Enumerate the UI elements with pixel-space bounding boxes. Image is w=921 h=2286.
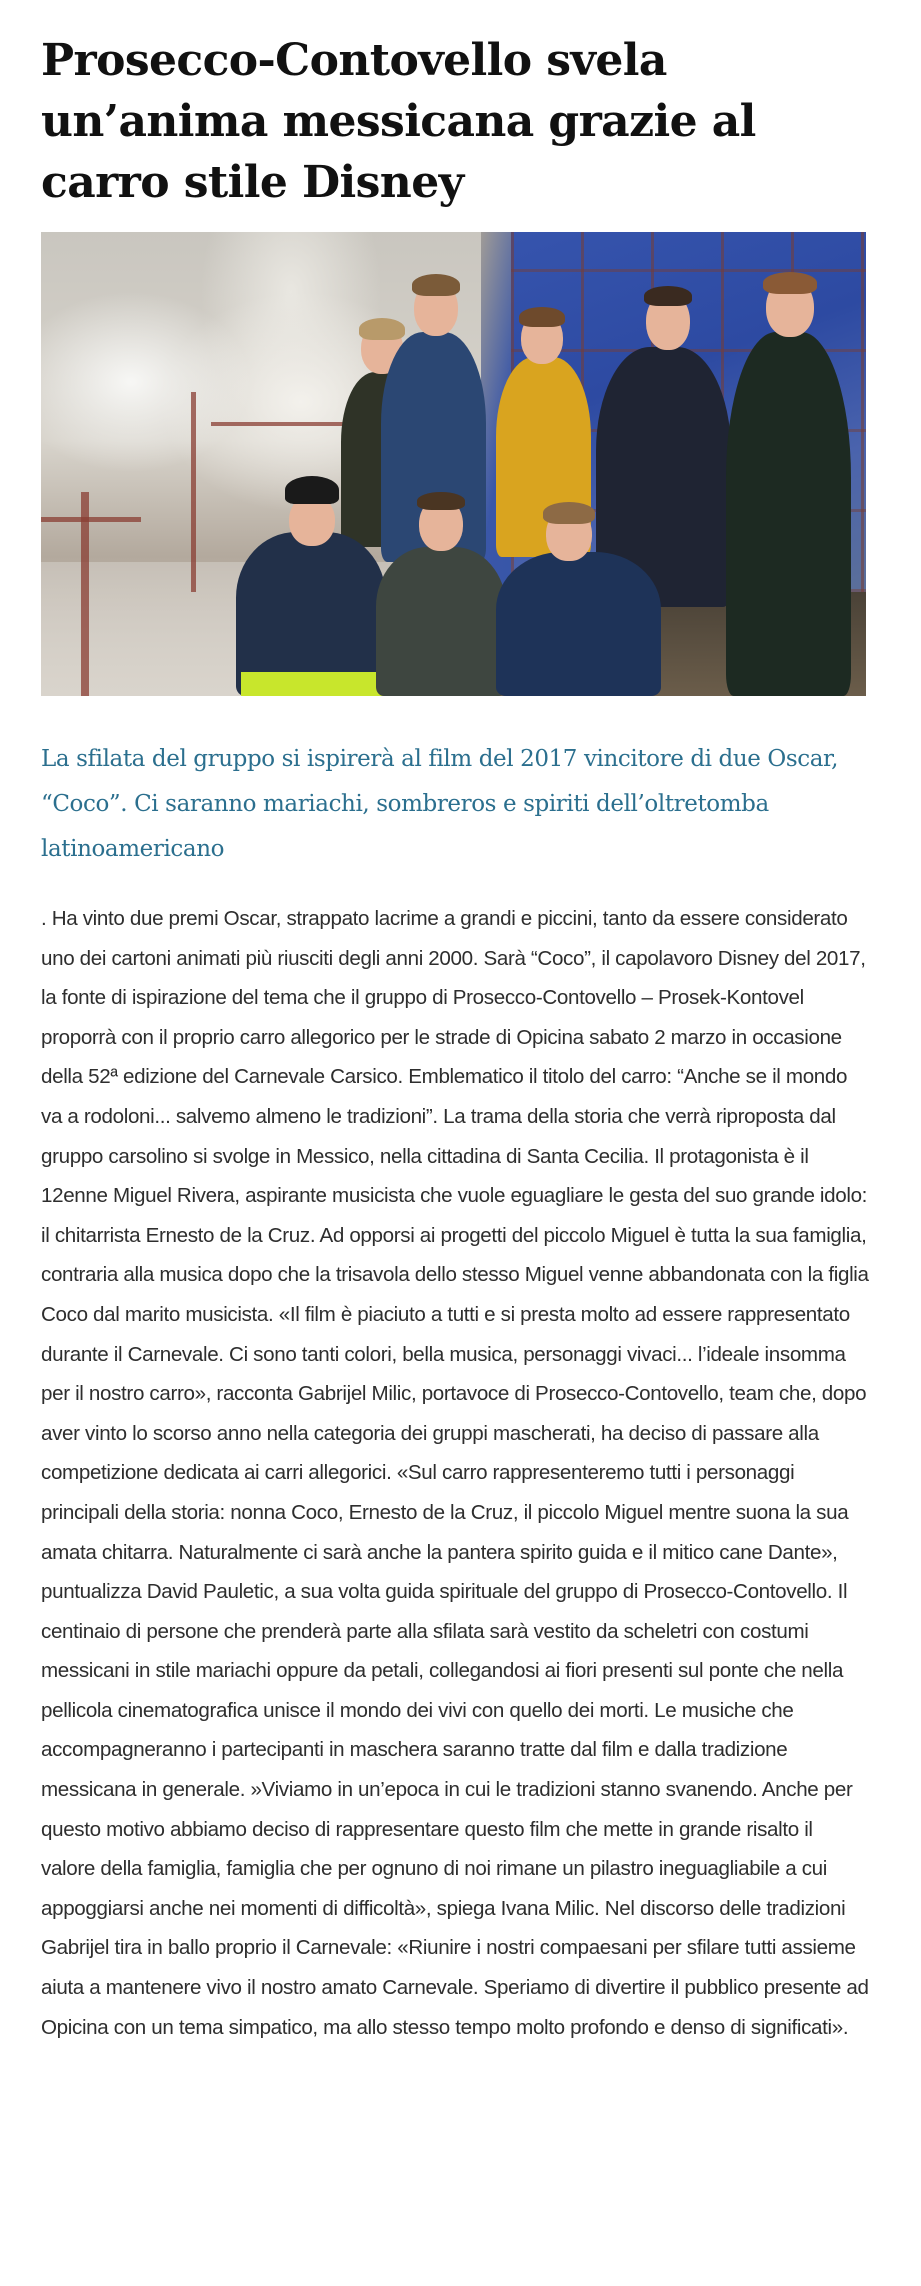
- scaffold-pole: [81, 492, 89, 696]
- article-photo: [41, 232, 866, 696]
- scaffold-pole: [191, 392, 196, 592]
- article: [41, 0, 869, 2039]
- article-lede: La sfilata del gruppo si ispirerà al film del 2017 vincitore di due Oscar, “Coco”. Ci saranno mariachi, sombreros e spiriti dell’oltretomba latinoamericano: [41, 746, 839, 862]
- article-body: . Ha vinto due premi Oscar, strappato lacrime a grandi e piccini, tanto da essere considerato uno dei cartoni animati più riusciti degli anni 2000. Sarà “Coco”, il capolavoro Disney del 2017, la fonte di ispirazione del tema che il gruppo di Prosecco-Contovello – Prosek-Kontovel proporrà con il proprio carro allegorico per le strade di Opicina sabato 2 marzo in occasione della 52ª edizione del Carnevale Carsico. Emblematico il titolo del carro: “Anche se il mondo va a rodoloni... salvemo almeno le tradizioni”. La trama della storia che verrà riproposta dal gruppo carsolino si svolge in Messico, nella cittadina di Santa Cecilia. Il protagonista è il 12enne Miguel Rivera, aspirante musicista che vuole eguagliare le gesta del suo grande idolo: il chitarrista Ernesto de la Cruz. Ad opporsi ai progetti del piccolo Miguel è tutta la sua famiglia, contraria alla musica dopo che la trisavola dello stesso Miguel venne abbandonata con la figlia Coco dal marito musicista. «Il film è piaciuto a tutti e si presta molto ad essere rappresentato durante il Carnevale. Ci sono tanti colori, bella musica, personaggi vivaci... l’ideale insomma per il nostro carro», racconta Gabrijel Milic, portavoce di Prosecco-Contovello, team che, dopo aver vinto lo scorso anno nella categoria dei gruppi mascherati, ha deciso di passare alla competizione dedicata ai carri allegorici. «Sul carro rappresenteremo tutti i personaggi principali della storia: nonna Coco, Ernesto de la Cruz, il piccolo Miguel mentre suona la sua amata chitarra. Naturalmente ci sarà anche la pantera spirito guida e il mitico cane Dante», puntualizza David Pauletic, a sua volta guida spirituale del gruppo di Prosecco-Contovello. Il centinaio di persone che prenderà parte alla sfilata sarà vestito da scheletri con costumi messicani in stile mariachi oppure da petali, collegandosi ai fiori presenti sul ponte che nella pellicola cinematografica unisce il mondo dei vivi con quello dei morti. Le musiche che accompagneranno i partecipanti in maschera saranno tratte dal film e dalla tradizione messicana in generale. »Viviamo in un’epoca in cui le tradizioni stanno svanendo. Anche per questo motivo abbiamo deciso di rappresentare questo film che mette in grande risalto il valore della famiglia, famiglia che per ognuno di noi rimane un pilastro ineguagliabile a cui appoggiarsi anche nei momenti di difficoltà», spiega Ivana Milic. Nel discorso delle tradizioni Gabrijel tira in ballo proprio il Carnevale: «Riunire i nostri compaesani per sfilare tutti assieme aiuta a mantenere vivo il nostro amato Carnevale. Speriamo di divertire il pubblico presente ad Opicina con un tema simpatico, ma allo stesso tempo molto profondo e denso di significati».: [41, 907, 869, 2039]
- article-headline: Prosecco-Contovello svela un’anima messicana grazie al carro stile Disney: [41, 35, 756, 208]
- scaffold-bar: [41, 517, 141, 522]
